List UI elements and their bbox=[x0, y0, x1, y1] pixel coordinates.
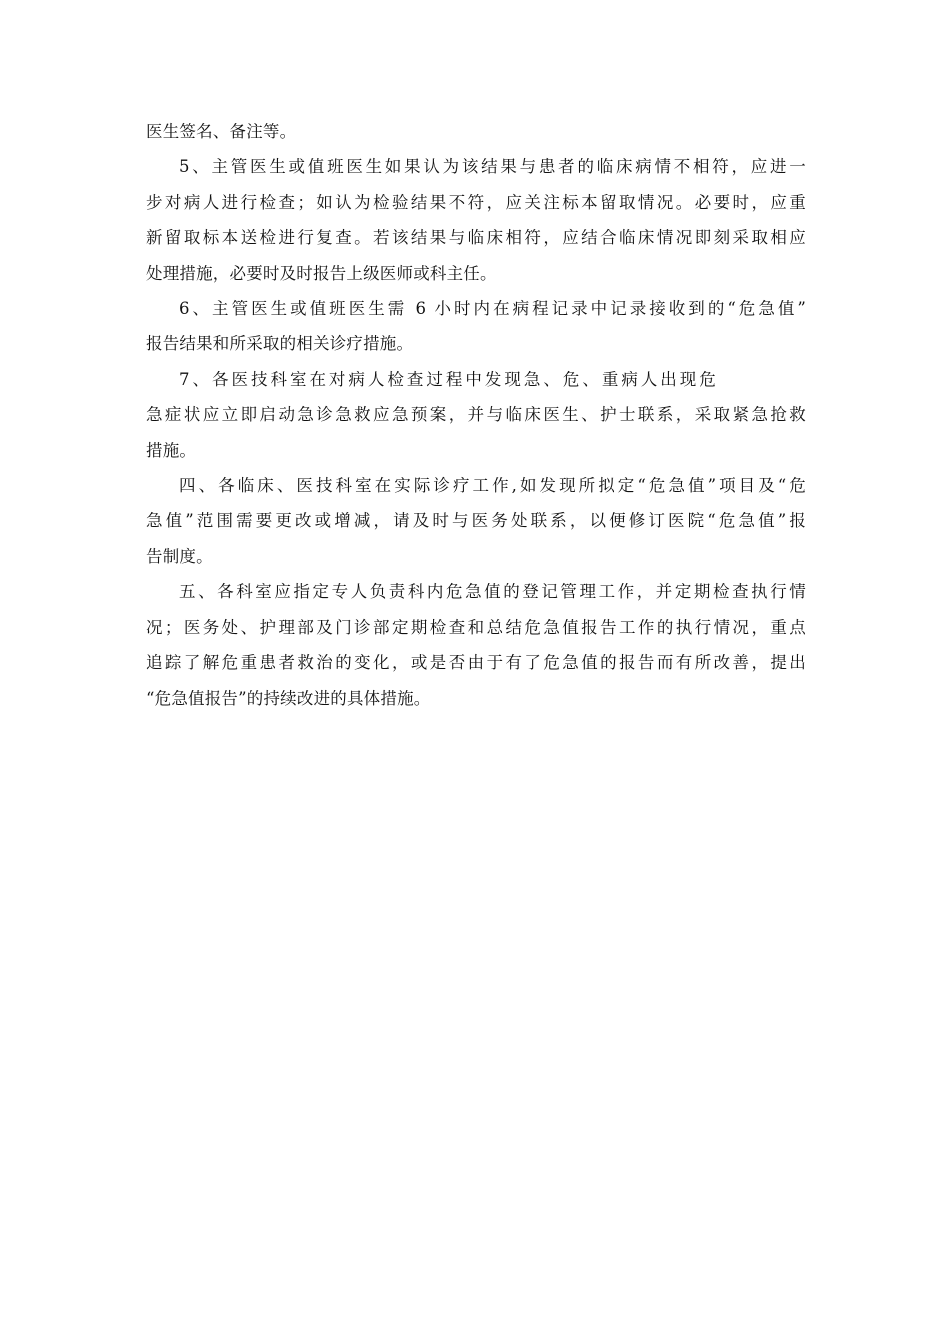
text-line: 6、主管医生或值班医生需 6 小时内在病程记录中记录接收到的“危急值” bbox=[179, 299, 806, 319]
text-line: “危急值报告”的持续改进的具体措施。 bbox=[146, 688, 431, 708]
text-line: 急值”范围需要更改或增减，请及时与医务处联系，以便修订医院“危急值”报 bbox=[146, 511, 806, 531]
text-line: 五、各科室应指定专人负责科内危急值的登记管理工作，并定期检查执行情 bbox=[179, 582, 806, 602]
text-line: 告制度。 bbox=[146, 546, 213, 566]
text-line: 四、各临床、医技科室在实际诊疗工作,如发现所拟定“危急值”项目及“危 bbox=[179, 476, 806, 496]
text-line: 5、主管医生或值班医生如果认为该结果与患者的临床病情不相符，应进一 bbox=[179, 157, 806, 177]
text-line: 处理措施，必要时及时报告上级医师或科主任。 bbox=[146, 263, 497, 283]
paragraph-section-4 bbox=[146, 468, 806, 574]
text-line: 医生签名、备注等。 bbox=[146, 122, 297, 141]
text-line: 步对病人进行检查；如认为检验结果不符，应关注标本留取情况。必要时，应重 bbox=[146, 192, 806, 212]
text-line: 措施。 bbox=[146, 440, 197, 460]
paragraph-item-7 bbox=[146, 362, 806, 468]
paragraph-continued-signature bbox=[146, 114, 806, 149]
text-line: 急症状应立即启动急诊急救应急预案，并与临床医生、护士联系，采取紧急抢救 bbox=[146, 405, 806, 425]
paragraph-section-5 bbox=[146, 574, 806, 716]
paragraph-item-6 bbox=[146, 291, 806, 362]
text-line: 报告结果和所采取的相关诊疗措施。 bbox=[146, 334, 414, 354]
text-line: 追踪了解危重患者救治的变化，或是否由于有了危急值的报告而有所改善，提出 bbox=[146, 653, 806, 673]
text-line: 7、各医技科室在对病人检查过程中发现急、危、重病人出现危 bbox=[179, 369, 716, 389]
paragraph-item-5 bbox=[146, 149, 806, 291]
document-body bbox=[146, 114, 806, 716]
text-line: 新留取标本送检进行复查。若该结果与临床相符，应结合临床情况即刻采取相应 bbox=[146, 228, 806, 248]
text-line: 况；医务处、护理部及门诊部定期检查和总结危急值报告工作的执行情况，重点 bbox=[146, 617, 806, 637]
